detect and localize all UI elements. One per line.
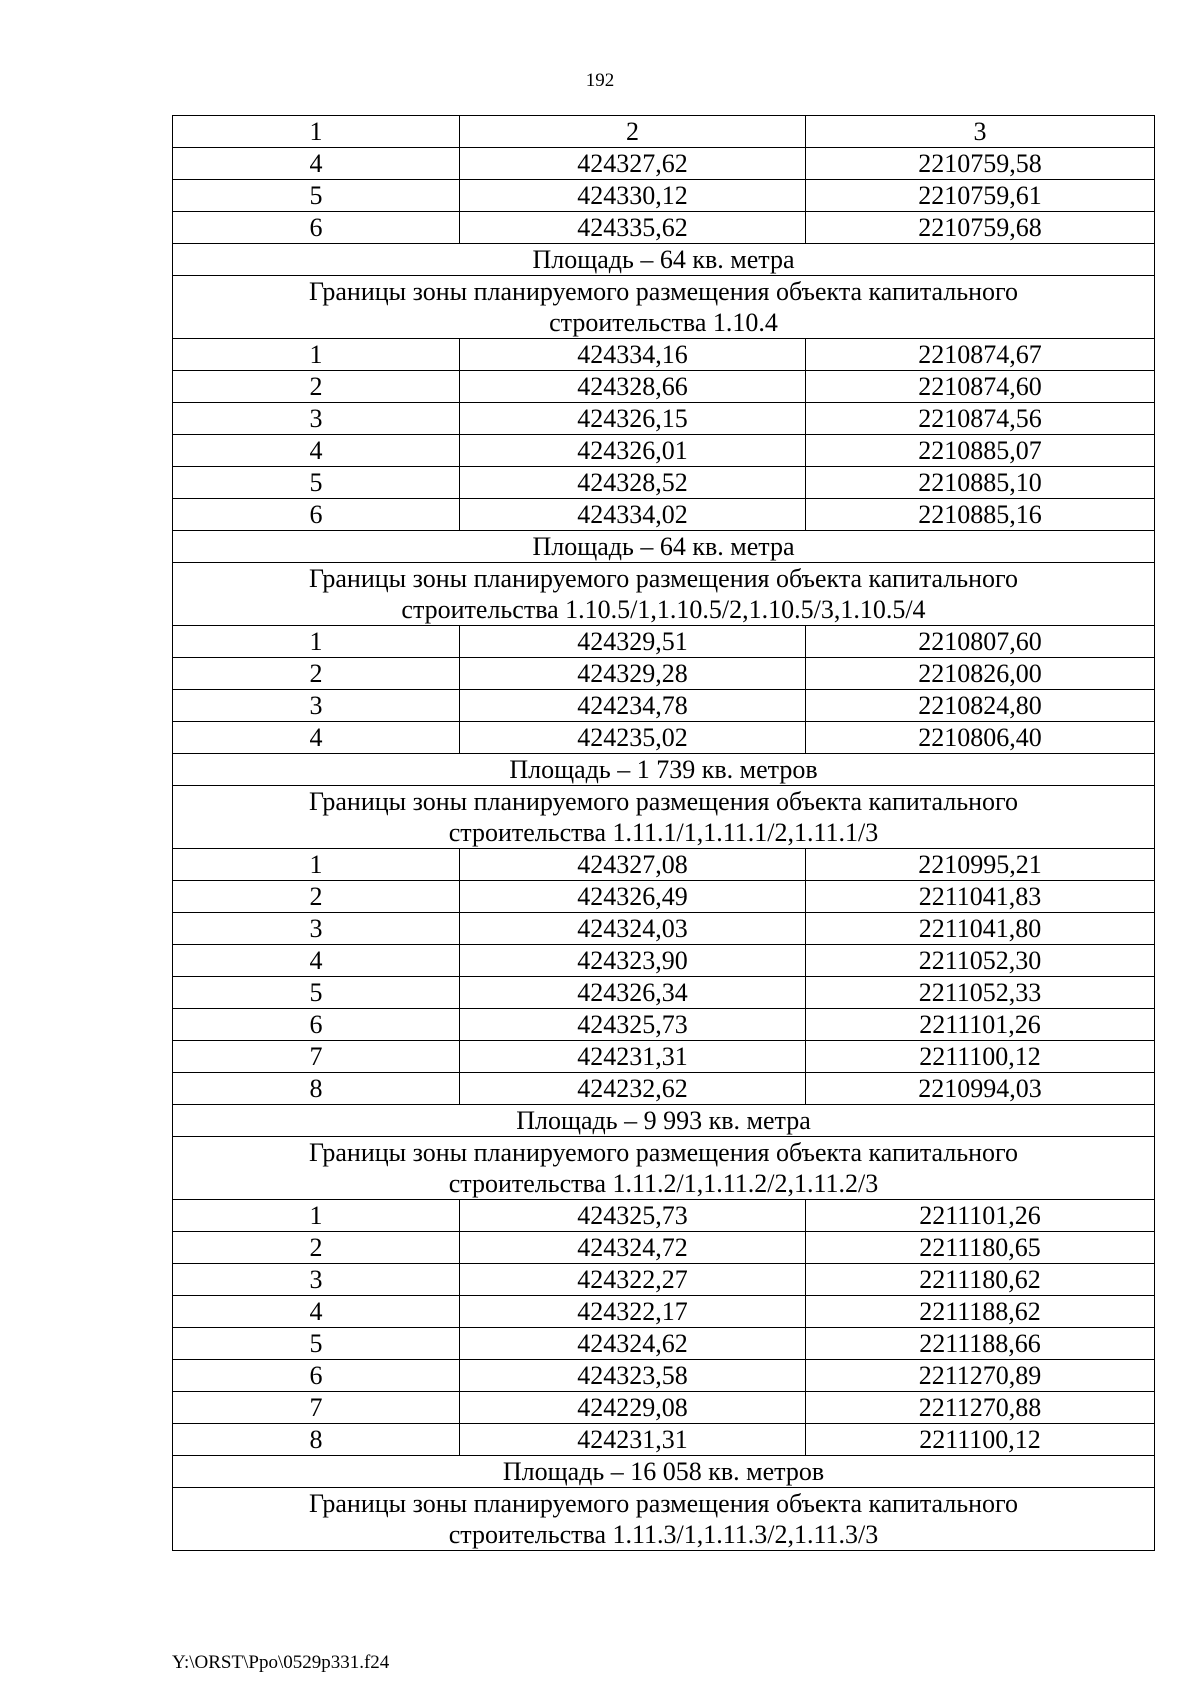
zone-title-row (173, 276, 1155, 339)
point-number-cell: 8 (173, 1424, 460, 1456)
coordinates-table-body (173, 116, 1155, 1551)
area-cell: Площадь – 9 993 кв. метра (173, 1105, 1155, 1137)
point-number-cell: 1 (173, 849, 460, 881)
y-coordinate-cell: 2211041,80 (806, 913, 1155, 945)
zone-title-line: Границы зоны планируемого размещения объекта капитального (308, 277, 1019, 306)
y-coordinate-cell: 2210874,56 (806, 403, 1155, 435)
area-row (173, 1105, 1155, 1137)
x-coordinate-cell: 424329,51 (460, 626, 806, 658)
y-coordinate-cell: 2210994,03 (806, 1073, 1155, 1105)
y-coordinate-cell: 2210885,10 (806, 467, 1155, 499)
coordinate-row (173, 371, 1155, 403)
point-number-cell: 3 (173, 690, 460, 722)
coordinate-row (173, 913, 1155, 945)
x-coordinate-cell: 424327,08 (460, 849, 806, 881)
point-number-cell: 5 (173, 467, 460, 499)
y-coordinate-cell: 2210874,67 (806, 339, 1155, 371)
x-coordinate-cell: 424326,01 (460, 435, 806, 467)
point-number-cell: 4 (173, 148, 460, 180)
zone-title-line: Границы зоны планируемого размещения объекта капитального (308, 1138, 1019, 1167)
x-coordinate-cell: 424231,31 (460, 1041, 806, 1073)
y-coordinate-cell: 2210759,68 (806, 212, 1155, 244)
y-coordinate-cell: 2211052,30 (806, 945, 1155, 977)
zone-title-cell (173, 276, 1155, 339)
area-row (173, 754, 1155, 786)
coordinate-row (173, 722, 1155, 754)
area-row (173, 1456, 1155, 1488)
y-coordinate-cell: 2211100,12 (806, 1424, 1155, 1456)
zone-title-cell (173, 1137, 1155, 1200)
x-coordinate-cell: 424234,78 (460, 690, 806, 722)
coordinate-row (173, 658, 1155, 690)
x-coordinate-cell: 424326,15 (460, 403, 806, 435)
y-coordinate-cell: 2210874,60 (806, 371, 1155, 403)
header-cell-y: 3 (806, 116, 1155, 148)
x-coordinate-cell: 424322,17 (460, 1296, 806, 1328)
point-number-cell: 3 (173, 913, 460, 945)
coordinate-row (173, 1264, 1155, 1296)
x-coordinate-cell: 424327,62 (460, 148, 806, 180)
x-coordinate-cell: 424335,62 (460, 212, 806, 244)
area-cell: Площадь – 64 кв. метра (173, 244, 1155, 276)
zone-title-line: Границы зоны планируемого размещения объекта капитального (308, 564, 1019, 593)
coordinate-row (173, 1041, 1155, 1073)
y-coordinate-cell: 2210759,61 (806, 180, 1155, 212)
zone-title-line: строительства 1.10.5/1,1.10.5/2,1.10.5/3,1.10.5/4 (401, 595, 926, 624)
point-number-cell: 6 (173, 212, 460, 244)
coordinate-row (173, 1073, 1155, 1105)
coordinate-row (173, 1328, 1155, 1360)
y-coordinate-cell: 2211188,66 (806, 1328, 1155, 1360)
point-number-cell: 3 (173, 1264, 460, 1296)
x-coordinate-cell: 424323,58 (460, 1360, 806, 1392)
y-coordinate-cell: 2211041,83 (806, 881, 1155, 913)
x-coordinate-cell: 424326,34 (460, 977, 806, 1009)
y-coordinate-cell: 2210759,58 (806, 148, 1155, 180)
coordinate-row (173, 1392, 1155, 1424)
zone-title-cell (173, 563, 1155, 626)
y-coordinate-cell: 2211101,26 (806, 1200, 1155, 1232)
x-coordinate-cell: 424322,27 (460, 1264, 806, 1296)
point-number-cell: 8 (173, 1073, 460, 1105)
coordinate-row (173, 180, 1155, 212)
x-coordinate-cell: 424324,72 (460, 1232, 806, 1264)
point-number-cell: 2 (173, 371, 460, 403)
area-row (173, 531, 1155, 563)
area-row (173, 244, 1155, 276)
x-coordinate-cell: 424330,12 (460, 180, 806, 212)
y-coordinate-cell: 2211270,88 (806, 1392, 1155, 1424)
y-coordinate-cell: 2211180,65 (806, 1232, 1155, 1264)
y-coordinate-cell: 2210824,80 (806, 690, 1155, 722)
coordinate-row (173, 690, 1155, 722)
zone-title-row (173, 1488, 1155, 1551)
coordinate-row (173, 1232, 1155, 1264)
x-coordinate-cell: 424334,02 (460, 499, 806, 531)
coordinates-table (172, 115, 1155, 1551)
zone-title-line: строительства 1.11.1/1,1.11.1/2,1.11.1/3 (448, 818, 879, 847)
area-cell: Площадь – 64 кв. метра (173, 531, 1155, 563)
point-number-cell: 5 (173, 180, 460, 212)
point-number-cell: 1 (173, 626, 460, 658)
x-coordinate-cell: 424329,28 (460, 658, 806, 690)
coordinate-row (173, 881, 1155, 913)
point-number-cell: 2 (173, 881, 460, 913)
point-number-cell: 1 (173, 1200, 460, 1232)
header-row (173, 116, 1155, 148)
coordinate-row (173, 849, 1155, 881)
x-coordinate-cell: 424325,73 (460, 1200, 806, 1232)
zone-title-cell (173, 786, 1155, 849)
x-coordinate-cell: 424328,52 (460, 467, 806, 499)
y-coordinate-cell: 2211101,26 (806, 1009, 1155, 1041)
coordinate-row (173, 1424, 1155, 1456)
point-number-cell: 3 (173, 403, 460, 435)
point-number-cell: 5 (173, 1328, 460, 1360)
y-coordinate-cell: 2210806,40 (806, 722, 1155, 754)
zone-title-line: строительства 1.10.4 (549, 308, 778, 337)
coordinate-row (173, 1360, 1155, 1392)
point-number-cell: 4 (173, 435, 460, 467)
y-coordinate-cell: 2211100,12 (806, 1041, 1155, 1073)
coordinate-row (173, 1009, 1155, 1041)
coordinate-row (173, 1296, 1155, 1328)
point-number-cell: 5 (173, 977, 460, 1009)
point-number-cell: 7 (173, 1041, 460, 1073)
zone-title-line: строительства 1.11.3/1,1.11.3/2,1.11.3/3 (448, 1520, 879, 1549)
file-path-footer: Y:\ORST\Ppo\0529p331.f24 (172, 1652, 390, 1673)
x-coordinate-cell: 424235,02 (460, 722, 806, 754)
x-coordinate-cell: 424328,66 (460, 371, 806, 403)
y-coordinate-cell: 2210995,21 (806, 849, 1155, 881)
header-cell-x: 2 (460, 116, 806, 148)
area-cell: Площадь – 1 739 кв. метров (173, 754, 1155, 786)
point-number-cell: 6 (173, 499, 460, 531)
coordinate-row (173, 499, 1155, 531)
y-coordinate-cell: 2210826,00 (806, 658, 1155, 690)
coordinate-row (173, 977, 1155, 1009)
x-coordinate-cell: 424334,16 (460, 339, 806, 371)
point-number-cell: 4 (173, 1296, 460, 1328)
coordinate-row (173, 212, 1155, 244)
x-coordinate-cell: 424231,31 (460, 1424, 806, 1456)
y-coordinate-cell: 2210885,07 (806, 435, 1155, 467)
zone-title-cell (173, 1488, 1155, 1551)
y-coordinate-cell: 2211180,62 (806, 1264, 1155, 1296)
y-coordinate-cell: 2211052,33 (806, 977, 1155, 1009)
x-coordinate-cell: 424325,73 (460, 1009, 806, 1041)
y-coordinate-cell: 2211270,89 (806, 1360, 1155, 1392)
x-coordinate-cell: 424229,08 (460, 1392, 806, 1424)
zone-title-row (173, 786, 1155, 849)
x-coordinate-cell: 424326,49 (460, 881, 806, 913)
y-coordinate-cell: 2210807,60 (806, 626, 1155, 658)
coordinate-row (173, 339, 1155, 371)
point-number-cell: 2 (173, 658, 460, 690)
page-number: 192 (585, 70, 615, 91)
coordinate-row (173, 403, 1155, 435)
point-number-cell: 1 (173, 339, 460, 371)
point-number-cell: 4 (173, 945, 460, 977)
x-coordinate-cell: 424324,62 (460, 1328, 806, 1360)
point-number-cell: 4 (173, 722, 460, 754)
coordinate-row (173, 1200, 1155, 1232)
header-cell-point: 1 (173, 116, 460, 148)
point-number-cell: 6 (173, 1009, 460, 1041)
coordinate-row (173, 467, 1155, 499)
zone-title-row (173, 1137, 1155, 1200)
zone-title-row (173, 563, 1155, 626)
x-coordinate-cell: 424232,62 (460, 1073, 806, 1105)
y-coordinate-cell: 2210885,16 (806, 499, 1155, 531)
point-number-cell: 6 (173, 1360, 460, 1392)
y-coordinate-cell: 2211188,62 (806, 1296, 1155, 1328)
point-number-cell: 7 (173, 1392, 460, 1424)
zone-title-line: строительства 1.11.2/1,1.11.2/2,1.11.2/3 (448, 1169, 879, 1198)
coordinate-row (173, 148, 1155, 180)
coordinate-row (173, 435, 1155, 467)
zone-title-line: Границы зоны планируемого размещения объекта капитального (308, 1489, 1019, 1518)
zone-title-line: Границы зоны планируемого размещения объекта капитального (308, 787, 1019, 816)
area-cell: Площадь – 16 058 кв. метров (173, 1456, 1155, 1488)
coordinate-row (173, 945, 1155, 977)
x-coordinate-cell: 424324,03 (460, 913, 806, 945)
x-coordinate-cell: 424323,90 (460, 945, 806, 977)
point-number-cell: 2 (173, 1232, 460, 1264)
coordinate-row (173, 626, 1155, 658)
